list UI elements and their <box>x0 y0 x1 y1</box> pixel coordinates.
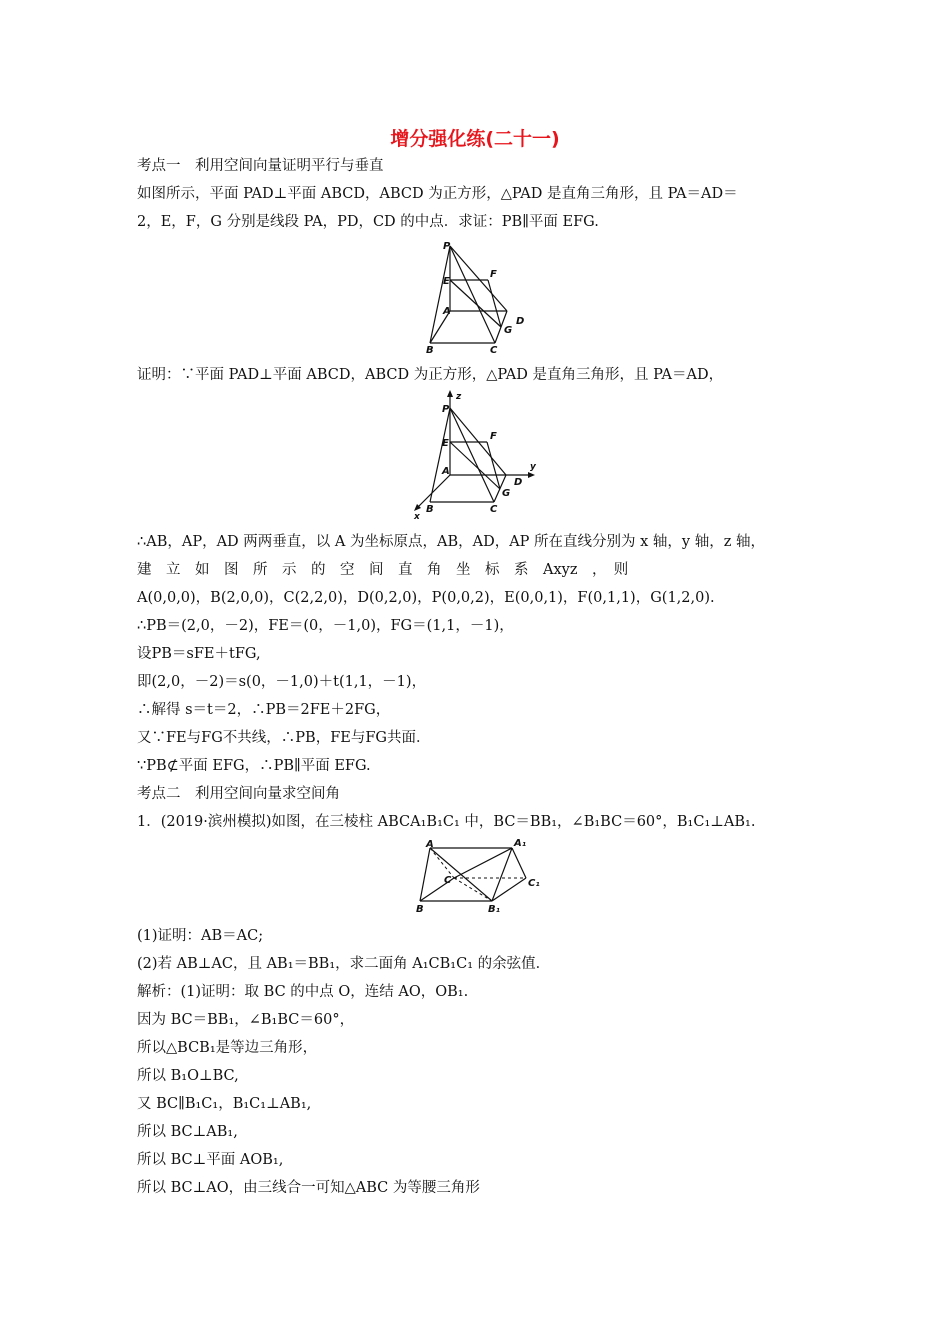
solution-text: 所以 BC⊥平面 AOB₁, <box>137 1152 284 1168</box>
page-title: 增分强化练(二十一) <box>390 128 560 150</box>
label-a1: A₁ <box>514 838 527 849</box>
proof-text: 设PB＝sFE＋tFG, <box>137 646 261 662</box>
solution-text: 又 BC∥B₁C₁，B₁C₁⊥AB₁, <box>137 1096 312 1112</box>
solution-text: 所以 B₁O⊥BC, <box>137 1068 239 1084</box>
section-heading-1: 考点一 利用空间向量证明平行与垂直 <box>137 158 384 174</box>
prism-figure <box>408 836 548 920</box>
solution-text: 因为 BC＝BB₁，∠B₁BC＝60°， <box>137 1012 355 1028</box>
label-p: P <box>443 241 451 252</box>
y-axis-label: y <box>530 462 536 472</box>
proof-text: ∴PB＝(2,0，－2)，FE＝(0，－1,0)，FG＝(1,1，－1)， <box>137 618 514 634</box>
coordinate-pyramid-figure <box>402 390 552 520</box>
question-2: (2)若 AB⊥AC，且 AB₁＝BB₁，求二面角 A₁CB₁C₁ 的余弦值． <box>137 956 551 972</box>
label-g: G <box>502 488 511 499</box>
problem-text: 如图所示，平面 PAD⊥平面 ABCD，ABCD 为正方形，△PAD 是直角三角形，且 PA＝AD＝ <box>137 186 738 202</box>
label-a: A <box>443 306 451 317</box>
label-b1: B₁ <box>488 904 501 915</box>
section-heading-2: 考点二 利用空间向量求空间角 <box>137 786 340 802</box>
label-a: A <box>442 466 450 477</box>
label-c1: C₁ <box>528 878 540 889</box>
question-1: (1)证明：AB＝AC; <box>137 928 264 944</box>
label-a: A <box>426 839 434 850</box>
x-axis-label: x <box>414 512 420 520</box>
label-f: F <box>490 431 497 442</box>
label-b: B <box>416 904 424 915</box>
proof-text: A(0,0,0)，B(2,0,0)，C(2,2,0)，D(0,2,0)，P(0,0,2)，E(0,0,1)，F(0,1,1)，G(1,2,0). <box>137 590 715 606</box>
label-g: G <box>504 325 513 336</box>
label-c: C <box>490 345 498 356</box>
z-axis-label: z <box>456 392 462 402</box>
problem-text: 2，E，F，G 分别是线段 PA，PD，CD 的中点．求证：PB∥平面 EFG. <box>137 214 599 230</box>
solution-text: 所以△BCB₁是等边三角形， <box>137 1040 318 1056</box>
proof-text: 建 立 如 图 所 示 的 空 间 直 角 坐 标 系 Axyz ， 则 <box>137 562 629 578</box>
label-b: B <box>426 345 434 356</box>
label-f: F <box>490 269 497 280</box>
proof-text: 证明：∵平面 PAD⊥平面 ABCD，ABCD 为正方形，△PAD 是直角三角形，且 PA＝AD， <box>137 367 724 383</box>
solution-text: 所以 BC⊥AO，由三线合一可知△ABC 为等腰三角形 <box>137 1180 480 1196</box>
solution-text: 解析：(1)证明：取 BC 的中点 O，连结 AO，OB₁. <box>137 984 469 1000</box>
proof-text: 又∵FE与FG不共线，∴PB，FE与FG共面． <box>137 730 431 746</box>
proof-text: 即(2,0，－2)＝s(0，－1,0)＋t(1,1，－1)， <box>137 674 427 690</box>
proof-text: ∴解得 s＝t＝2，∴PB＝2FE＋2FG， <box>137 702 391 718</box>
label-d: D <box>514 477 523 488</box>
proof-text: ∴AB，AP，AD 两两垂直，以 A 为坐标原点，AB，AD，AP 所在直线分别为 x 轴，y 轴，z 轴， <box>137 534 765 550</box>
proof-text: ∵PB⊄平面 EFG，∴PB∥平面 EFG. <box>137 758 371 774</box>
label-b: B <box>426 504 434 515</box>
problem-text: 1．(2019·滨州模拟)如图，在三棱柱 ABCA₁B₁C₁ 中，BC＝BB₁，∠B₁BC＝60°，B₁C₁⊥AB₁. <box>137 814 756 830</box>
label-e: E <box>442 438 449 449</box>
label-p: P <box>442 404 450 415</box>
label-c: C <box>490 504 498 515</box>
label-c: C <box>444 875 452 886</box>
solution-text: 所以 BC⊥AB₁, <box>137 1124 238 1140</box>
label-e: E <box>443 276 450 287</box>
label-d: D <box>516 316 525 327</box>
pyramid-figure <box>410 236 540 358</box>
